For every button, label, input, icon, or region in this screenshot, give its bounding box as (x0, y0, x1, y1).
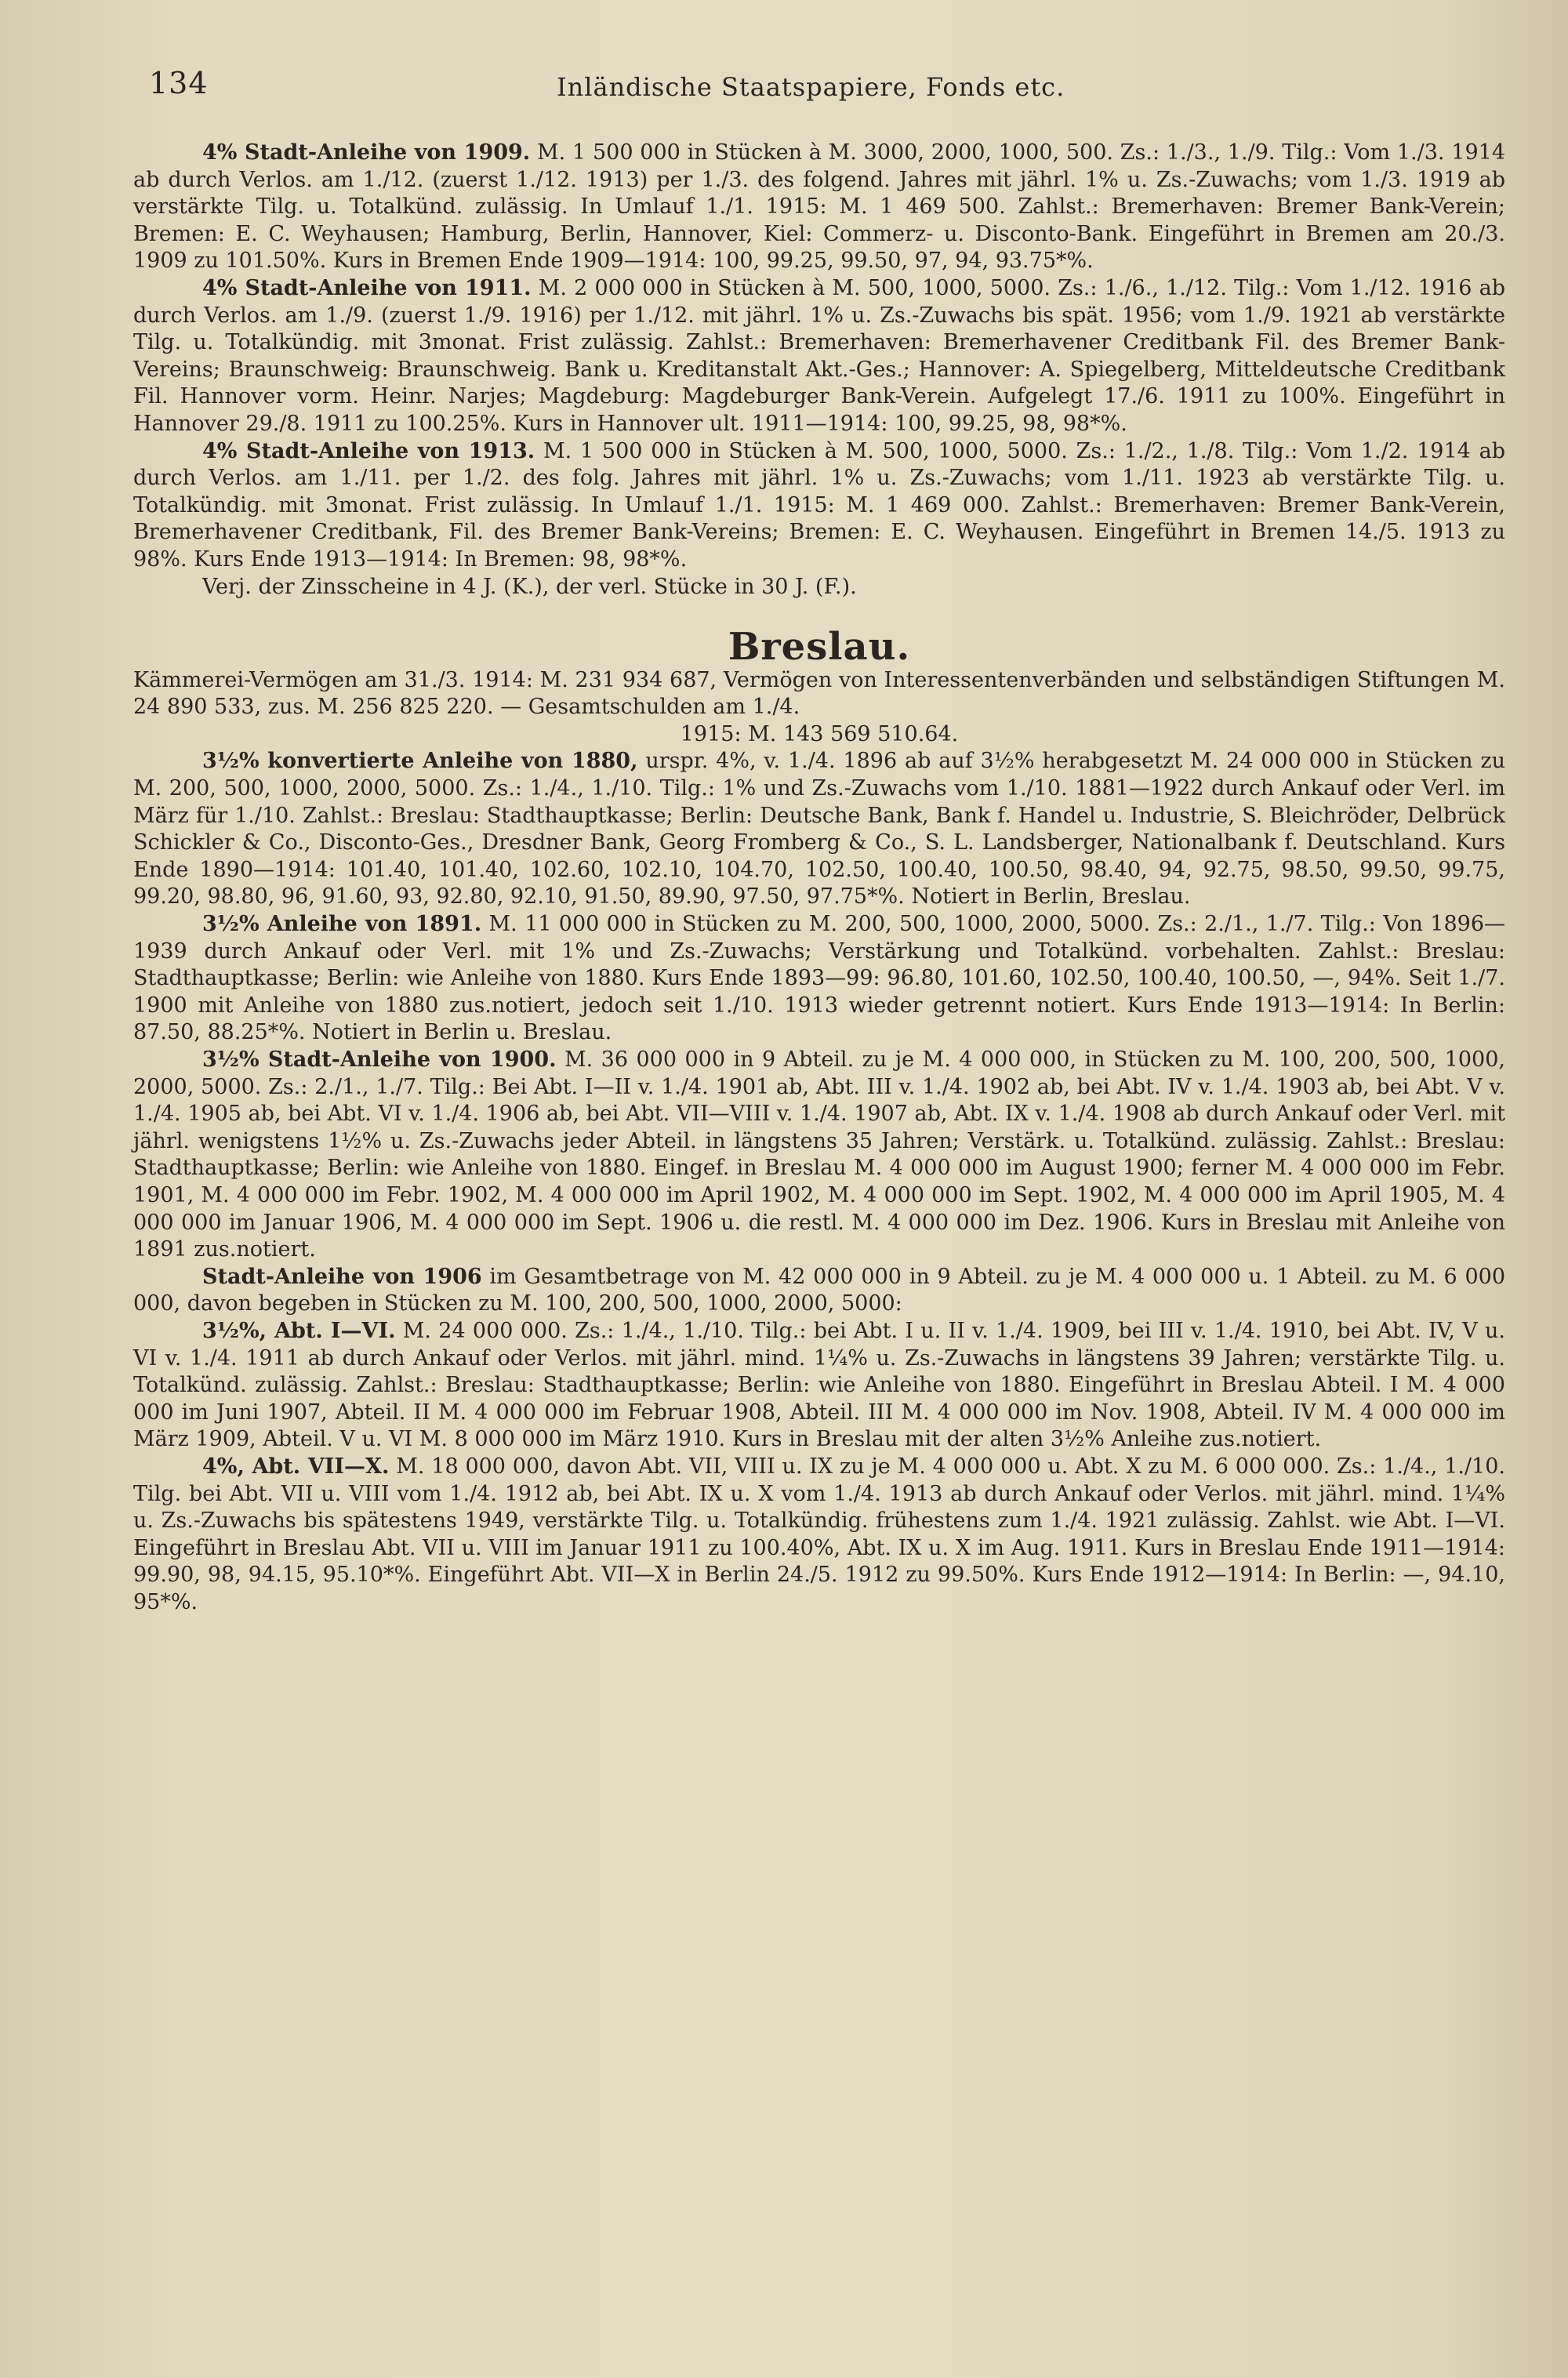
bond-entry (133, 140, 1505, 275)
bond-entry (133, 748, 1505, 911)
entry-text: M. 1 500 000 in Stücken à M. 3000, 2000, 1000, 500. Zs.: 1./3., 1./9. Tilg.: Vom 1./3. 1914 ab durch Verlos. am 1./12. (zuerst 1./12. 1913) per 1./3. des folgend. Jahres mit jährl. 1% u. Zs.-Zuwachs; vom 1./3. 1919 ab verstärkte Tilg. u. Totalkünd. zulässig. In Umlauf 1./1. 1915: M. 1 469 500. Zahlst.: Bremerhaven: Bremer Bank-Verein; Bremen: E. C. Weyhausen; Hamburg, Berlin, Hannover, Kiel: Commerz- u. Disconto-Bank. Eingeführt in Bremen am 20./3. 1909 zu 101.50%. Kurs in Bremen Ende 1909—1914: 100, 99.25, 99.50, 97, 94, 93.75*%. (133, 140, 1505, 274)
entry-text: M. 11 000 000 in Stücken zu M. 200, 500, 1000, 2000, 5000. Zs.: 2./1., 1./7. Tilg.: Von 1896—1939 durch Ankauf oder Verl. mit 1% und Zs.-Zuwachs; Verstärkung und Totalkünd. vorbehalten. Zahlst.: Breslau: Stadthauptkasse; Berlin: wie Anleihe von 1880. Kurs Ende 1893—99: 96.80, 101.60, 102.50, 100.40, 100.50, —, 94%. Seit 1./7. 1900 mit Anleihe von 1880 zus.notiert, jedoch seit 1./10. 1913 wieder getrennt notiert. Kurs Ende 1913—1914: In Berlin: 87.50, 88.25*%. Notiert in Berlin u. Breslau. (133, 912, 1505, 1045)
bond-entry (133, 275, 1505, 438)
entry-heading: Stadt-Anleihe von 1906 (202, 1264, 482, 1289)
running-head (133, 55, 1505, 118)
entry-heading: 3½% Anleihe von 1891. (202, 912, 482, 937)
entry-heading: 3½% konvertierte Anleihe von 1880, (202, 749, 638, 774)
prescription-note (133, 574, 1505, 601)
city-intro-end: 1915: M. 143 569 510.64. (680, 721, 959, 746)
entry-text: Verj. der Zinsscheine in 4 J. (K.), der verl. Stücke in 30 J. (F.). (202, 574, 857, 599)
entry-heading: 4% Stadt-Anleihe von 1911. (202, 275, 532, 300)
entry-text: urspr. 4%, v. 1./4. 1896 ab auf 3½% herabgesetzt M. 24 000 000 in Stücken zu M. 200, 500, 1000, 2000, 5000. Zs.: 1./4., 1./10. Tilg.: 1% und Zs.-Zuwachs vom 1./10. 1881—1922 durch Ankauf oder Verl. im März für 1./10. Zahlst.: Breslau: Stadthauptkasse; Berlin: Deutsche Bank, Bank f. Handel u. Industrie, S. Bleichröder, Delbrück Schickler & Co., Disconto-Ges., Dresdner Bank, Georg Fromberg & Co., S. L. Landsberger, Nationalbank f. Deutschland. Kurs Ende 1890—1914: 101.40, 101.40, 102.60, 102.10, 104.70, 102.50, 100.40, 100.50, 98.40, 94, 92.75, 98.50, 99.50, 99.75, 99.20, 98.80, 96, 91.60, 93, 92.80, 92.10, 91.50, 89.90, 97.50, 97.75*%. Notiert in Berlin, Breslau. (133, 749, 1505, 909)
city-heading-breslau: Breslau. (728, 625, 911, 670)
bond-entry (133, 1454, 1505, 1617)
entry-text: im Gesamtbetrage von M. 42 000 000 in 9 Abteil. zu je M. 4 000 000 u. 1 Abteil. zu M. 6 000 000, davon begeben in Stücken zu M. 100, 200, 500, 1000, 2000, 5000: (133, 1264, 1506, 1316)
running-title: Inländische Staatspapiere, Fonds etc. (557, 72, 1065, 102)
body-text (133, 140, 1505, 1616)
page-number: 134 (149, 66, 209, 100)
entry-text: M. 18 000 000, davon Abt. VII, VIII u. IX zu je M. 4 000 000 u. Abt. X zu M. 6 000 000. Zs.: 1./4., 1./10. Tilg. bei Abt. VII u. VIII vom 1./4. 1912 ab, bei Abt. IX u. X vom 1./4. 1913 ab durch Ankauf oder Verlos. mit jährl. mind. 1¼% u. Zs.-Zuwachs bis spätestens 1949, verstärkte Tilg. u. Totalkündig. frühestens zum 1./4. 1921 zulässig. Zahlst. wie Abt. I—VI. Eingeführt in Breslau Abt. VII u. VIII im Januar 1911 zu 100.40%, Abt. IX u. X im Aug. 1911. Kurs in Breslau Ende 1911—1914: 99.90, 98, 94.15, 95.10*%. Eingeführt Abt. VII—X in Berlin 24./5. 1912 zu 99.50%. Kurs Ende 1912—1914: In Berlin: —, 94.10, 95*%. (133, 1454, 1505, 1614)
city-intro-text: Kämmerei-Vermögen am 31./3. 1914: M. 231 934 687, Vermögen von Interessentenverbänden und selbständigen Stiftungen M. 24 890 533, zus. M. 256 825 220. — Gesamtschulden am 1./4. (133, 667, 1505, 720)
entry-heading: 4%, Abt. VII—X. (202, 1454, 390, 1479)
entry-text: M. 24 000 000. Zs.: 1./4., 1./10. Tilg.: bei Abt. I u. II v. 1./4. 1909, bei III v. 1./4. 1910, bei Abt. IV, V u. VI v. 1./4. 1911 ab durch Ankauf oder Verlos. mit jährl. mind. 1¼% u. Zs.-Zuwachs in längstens 39 Jahren; verstärkte Tilg. u. Totalkünd. zulässig. Zahlst.: Breslau: Stadthauptkasse; Berlin: wie Anleihe von 1880. Eingeführt in Breslau Abteil. I M. 4 000 000 im Juni 1907, Abteil. II M. 4 000 000 im Februar 1908, Abteil. III M. 4 000 000 im Nov. 1908, Abteil. IV M. 4 000 000 im März 1909, Abteil. V u. VI M. 8 000 000 im März 1910. Kurs in Breslau mit der alten 3½% Anleihe zus.notiert. (133, 1318, 1506, 1452)
bond-entry (133, 911, 1505, 1047)
bond-entry (133, 1318, 1505, 1454)
bond-entry (133, 1264, 1505, 1318)
bond-entry (133, 438, 1505, 574)
entry-heading: 3½%, Abt. I—VI. (202, 1318, 396, 1343)
city-intro (133, 667, 1505, 721)
entry-text: M. 36 000 000 in 9 Abteil. zu je M. 4 000 000, in Stücken zu M. 100, 200, 500, 1000, 2000, 5000. Zs.: 2./1., 1./7. Tilg.: Bei Abt. I—II v. 1./4. 1901 ab, Abt. III v. 1./4. 1902 ab, bei Abt. IV v. 1./4. 1903 ab, bei Abt. V v. 1./4. 1905 ab, bei Abt. VI v. 1./4. 1906 ab, bei Abt. VII—VIII v. 1./4. 1907 ab, Abt. IX v. 1./4. 1908 ab durch Ankauf oder Verl. mit jährl. wenigstens 1½% u. Zs.-Zuwachs jeder Abteil. in längstens 35 Jahren; Verstärk. u. Totalkünd. zulässig. Zahlst.: Breslau: Stadthauptkasse; Berlin: wie Anleihe von 1880. Eingef. in Breslau M. 4 000 000 im August 1900; ferner M. 4 000 000 im Febr. 1901, M. 4 000 000 im Febr. 1902, M. 4 000 000 im April 1902, M. 4 000 000 im Sept. 1902, M. 4 000 000 im April 1905, M. 4 000 000 im Januar 1906, M. 4 000 000 im Sept. 1906 u. die restl. M. 4 000 000 im Dez. 1906. Kurs in Breslau mit Anleihe von 1891 zus.notiert. (133, 1047, 1505, 1262)
entry-heading: 4% Stadt-Anleihe von 1913. (202, 438, 535, 463)
entry-text: M. 2 000 000 in Stücken à M. 500, 1000, 5000. Zs.: 1./6., 1./12. Tilg.: Vom 1./12. 1916 ab durch Verlos. am 1./9. (zuerst 1./9. 1916) per 1./12. mit jährl. 1% u. Zs.-Zuwachs bis spät. 1956; vom 1./9. 1921 ab verstärkte Tilg. u. Totalkündig. mit 3monat. Frist zulässig. Zahlst.: Bremerhaven: Bremerhavener Creditbank Fil. des Bremer Bank-Vereins; Braunschweig: Braunschweig. Bank u. Kreditanstalt Akt.-Ges.; Hannover: A. Spiegelberg, Mitteldeutsche Creditbank Fil. Hannover vorm. Heinr. Narjes; Magdeburg: Magdeburger Bank-Verein. Aufgelegt 17./6. 1911 zu 100%. Eingeführt in Hannover 29./8. 1911 zu 100.25%. Kurs in Hannover ult. 1911—1914: 100, 99.25, 98, 98*%. (133, 275, 1505, 436)
bond-entry (133, 1047, 1505, 1264)
entry-heading: 3½% Stadt-Anleihe von 1900. (202, 1047, 557, 1072)
entry-heading: 4% Stadt-Anleihe von 1909. (202, 140, 531, 165)
entry-text: M. 1 500 000 in Stücken à M. 500, 1000, 5000. Zs.: 1./2., 1./8. Tilg.: Vom 1./2. 1914 ab durch Verlos. am 1./11. per 1./2. des folg. Jahres mit jährl. 1% u. Zs.-Zuwachs; vom 1./11. 1923 ab verstärkte Tilg. u. Totalkündig. mit 3monat. Frist zulässig. In Umlauf 1./1. 1915: M. 1 469 000. Zahlst.: Bremerhaven: Bremer Bank-Verein, Bremerhavener Creditbank, Fil. des Bremer Bank-Vereins; Bremen: E. C. Weyhausen. Eingeführt in Bremen 14./5. 1913 zu 98%. Kurs Ende 1913—1914: In Bremen: 98, 98*%. (133, 438, 1505, 572)
